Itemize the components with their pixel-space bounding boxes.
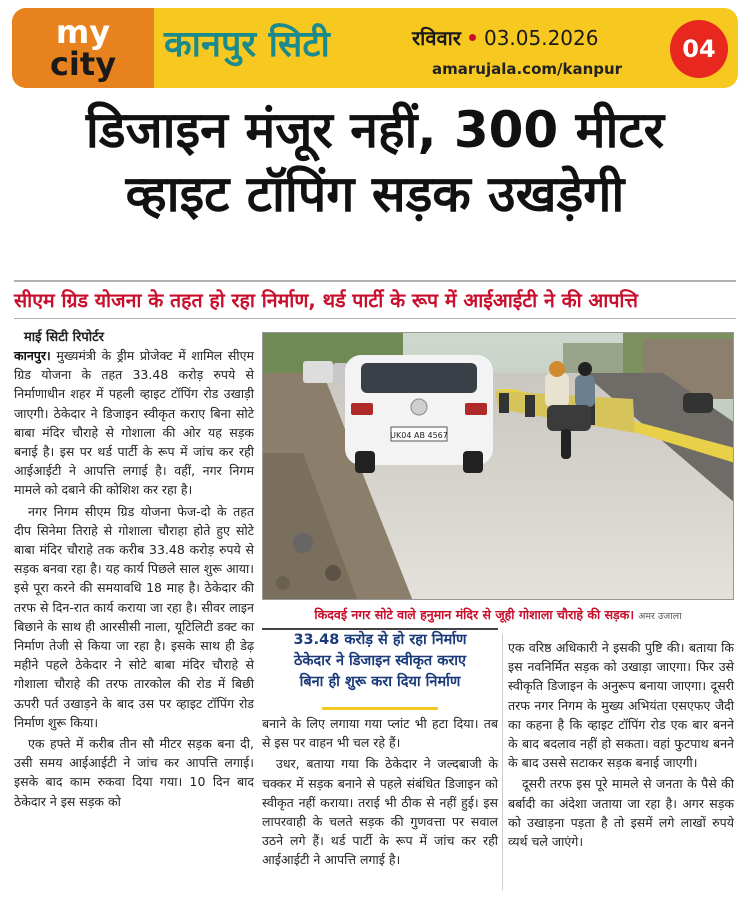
separator-dot-icon [469, 34, 476, 41]
logo-line1: my [55, 13, 111, 51]
article-column-3 [508, 638, 734, 853]
divider-top [14, 280, 736, 282]
page-number-badge: 04 [670, 20, 728, 78]
highlight-line1: 33.48 करोड़ से हो रहा निर्माण [293, 632, 467, 648]
byline: माई सिटी रिपोर्टर [24, 330, 104, 345]
dateline: कानपुर। [14, 348, 51, 363]
article-column-2 [262, 714, 498, 872]
road-photo-illustration [263, 333, 734, 600]
headline-line1: डिजाइन मंजूर नहीं, 300 मीटर [85, 101, 665, 159]
paragraph: दूसरी तरफ इस पूरे मामले से जनता के पैसे की बर्बादी का अंदेशा जताया जा रहा है। अगर सड़क को उखाड़ना पड़ता है तो इसमें लगे लाखों रुपये व्यर्थ चले जाएंगे। [508, 776, 734, 850]
news-photo[interactable] [262, 332, 734, 600]
number-plate: UK04 AB 4567 [390, 431, 448, 440]
paragraph: नगर निगम सीएम ग्रिड योजना फेज-दो के तहत दीप सिनेमा तिराहे से गोशाला चौराहा होते हुए सोटे बाबा मंदिर चौराहे तक करीब 33.48 करोड़ रुपये से सड़क बनवा रहा है। यह कार्य पिछले साल शुरू आया। इसे पूरा करने की समयावधि 18 माह है। ठेकेदार की तरफ से दिन-रात कार्य कराया जा रहा है। सीवर लाइन बिछाने के साथ ही आरसीसी नाला, यूटिलिटी डक्ट का निर्माण तेजी से किया जा रहा है। इसके साथ ही डेढ़ महीने पहले ठेकेदार ने सोटे बाबा मंदिर चौराहे से गोशाला चौराहे की तरफ तारकोल की रोड में बिछी ऊपरी पर्त उखाड़ने के बाद उस पर व्हाइट टॉपिंग रोड निर्माण शुरू किया। [14, 503, 254, 730]
website-link[interactable]: amarujala.com/kanpur [432, 60, 623, 78]
paragraph-text: मुख्यमंत्री के ड्रीम प्रोजेक्ट में शामिल सीएम ग्रिड योजना के तहत 33.48 करोड़ रुपये से निर्माणाधीन शहर में पहली व्हाइट टॉपिंग रोड उखाड़ी जाएगी। ठेकेदार ने डिजाइन स्वीकृत कराए बिना सोटे बाबा मंदिर चौराहे से गोशाला की ओर यह सड़क बनाई है। इस पर थर्ड पार्टी के रूप में जांच कर रही आईआईटी ने आपत्ति लगाई है। वहीं, नगर निगम मामले को दबाने की कोशिश कर रहा है। [14, 348, 254, 498]
paragraph: एक हफ्ते में करीब तीन सौ मीटर सड़क बना दी, उसी समय आईआईटी ने जांच कर आपत्ति लगाई। इसके बाद काम रुकवा दिया गया। 10 दिन बाद ठेकेदार ने इस सड़क को [14, 736, 254, 809]
edition-date-value: 03.05.2026 [483, 25, 599, 50]
edition-day: रविवार [412, 26, 461, 50]
masthead-banner [12, 8, 738, 88]
photo-caption-text: किदवई नगर सोटे वाले हनुमान मंदिर से जूही गोशाला चौराहे की सड़क। [314, 607, 635, 622]
subheadline: सीएम ग्रिड योजना के तहत हो रहा निर्माण, थर्ड पार्टी के रूप में आईआईटी ने की आपत्ति [14, 289, 638, 312]
photo-caption [262, 606, 734, 623]
column-divider [502, 634, 503, 890]
divider-sub [14, 318, 736, 319]
headline-line2: व्हाइट टॉपिंग सड़क उखड़ेगी [125, 165, 625, 223]
paragraph: उधर, बताया गया कि ठेकेदार ने जल्दबाजी के चक्कर में सड़क बनाने से पहले संबंधित डिजाइन को स्वीकृत नहीं कराया। तराई भी ठीक से नहीं हुई। इस लापरवाही के चलते सड़क की गुणवत्ता पर सवाल उठने लगे हैं। थर्ड पार्टी के रूप में जांच कर रही आईआईटी ने आपत्ति लगाई है। [262, 756, 498, 868]
highlight-line2: ठेकेदार ने डिजाइन स्वीकृत कराए [293, 653, 467, 669]
mycity-logo[interactable] [12, 8, 154, 88]
city-name: कानपुर सिटी [164, 24, 330, 65]
photo-credit: अमर उजाला [638, 611, 682, 622]
paragraph: एक वरिष्ठ अधिकारी ने इसकी पुष्टि की। बताया कि इस नवनिर्मित सड़क को उखाड़ा जाएगा। फिर उसे स्वीकृति डिजाइन के अनुरूप बनाया जाएगा। दूसरी तरफ नगर निगम के मुख्य अभियंता एसएफए जैदी का कहना है कि व्हाइट टॉपिंग रोड एक बार बनने के बाद बदलाव नहीं हो सकता। वहां फुटपाथ बनने के बाद उससे सटाकर सड़क बनाई जाएगी। [508, 640, 734, 771]
highlight-underline [322, 707, 438, 710]
paragraph: बनाने के लिए लगाया गया प्लांट भी हटा दिया। तब से इस पर वाहन भी चल रहे हैं। [262, 716, 498, 751]
highlight-box [262, 630, 498, 708]
logo-line2: city [49, 45, 117, 83]
article-column-1 [14, 346, 254, 813]
edition-date [412, 24, 598, 51]
highlight-top-rule [262, 628, 498, 630]
paragraph [14, 346, 254, 500]
headline [18, 98, 732, 226]
highlight-line3: बिना ही शुरू करा दिया निर्माण [299, 674, 461, 690]
